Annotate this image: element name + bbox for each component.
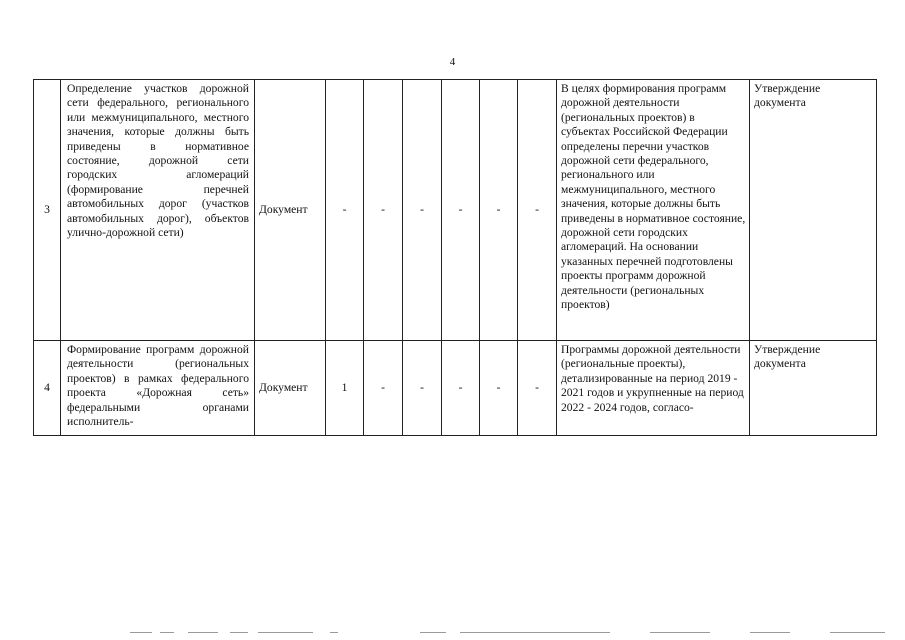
indicator-value: - <box>364 80 403 341</box>
indicator-value: - <box>403 341 442 436</box>
indicator-value: - <box>480 80 518 341</box>
indicator-value: - <box>442 341 480 436</box>
plan-table <box>33 79 877 436</box>
indicator-value: - <box>518 341 557 436</box>
indicator-value: - <box>442 80 480 341</box>
indicator-value: - <box>480 341 518 436</box>
result-type: Документ <box>255 80 326 341</box>
measure-description: Определение участков дорожной сети федерального, регионального или межмуниципального, местного значения, которые должны быть приведены в нормативное состояние, дорожной сети городских агломераций (формирование перечней автомобильных дорог (участков автомобильных дорог), объектов улично-дорожной сети) <box>61 80 255 341</box>
page-number: 4 <box>449 56 456 68</box>
result-description: В целях формирования программ дорожной деятельности (региональных проектов) в субъектах Российской Федерации определены перечни участков дорожной сети федерального, регионального или межмуниципального, местного значения, которые должны быть приведены в нормативное состояние, дорожной сети городских агломераций. На основании указанных перечней подготовлены проекты программ дорожной деятельности (региональных проектов) <box>557 80 750 341</box>
table-row <box>34 341 877 436</box>
indicator-value: - <box>364 341 403 436</box>
measure-description: Формирование программ дорожной деятельности (региональных проектов) в рамках федерального проекта «Дорожная сеть» федеральными органами исполнитель- <box>61 341 255 436</box>
control-type: Утверждение документа <box>750 80 877 341</box>
scan-bottom-edge <box>130 632 890 636</box>
result-type: Документ <box>255 341 326 436</box>
table-row <box>34 80 877 341</box>
indicator-value: - <box>403 80 442 341</box>
indicator-value: - <box>326 80 364 341</box>
result-description: Программы дорожной деятельности (региональные проекты), детализированные на период 2019 - 2021 годов и укрупненные на период 2022 - 2024 годов, согласо- <box>557 341 750 436</box>
row-number: 4 <box>34 341 61 436</box>
control-type: Утверждение документа <box>750 341 877 436</box>
indicator-value: - <box>518 80 557 341</box>
row-number: 3 <box>34 80 61 341</box>
indicator-value: 1 <box>326 341 364 436</box>
